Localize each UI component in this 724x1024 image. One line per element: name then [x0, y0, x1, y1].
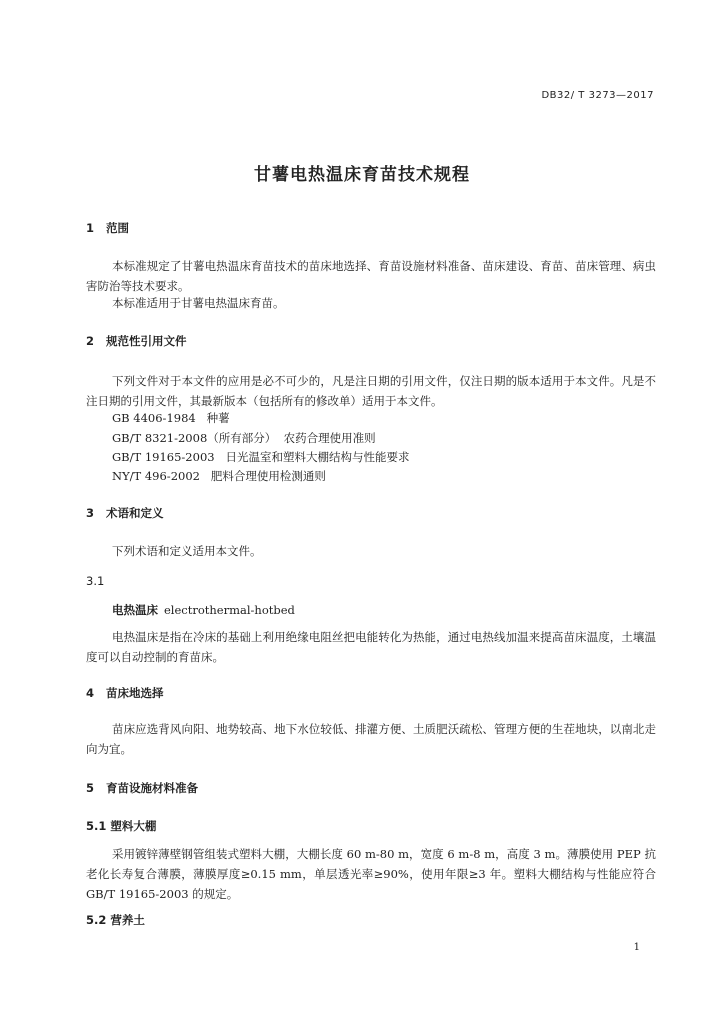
reference-item: GB 4406-1984 种薯	[112, 411, 230, 425]
subsection-5-1-heading	[86, 818, 156, 834]
reference-item: GB/T 19165-2003 日光温室和塑料大棚结构与性能要求	[112, 450, 410, 464]
subsection-3-1-number: 3.1	[86, 574, 105, 588]
document-id-header: DB32/ T 3273—2017	[541, 90, 654, 101]
section-title: 术语和定义	[106, 506, 164, 520]
section-number: 3	[86, 506, 95, 520]
section-4-heading	[86, 685, 164, 701]
section-number: 5.2	[86, 913, 107, 927]
section-number: 2	[86, 334, 95, 348]
section-number: 4	[86, 686, 95, 700]
section-5-heading	[86, 780, 198, 796]
section-1-heading	[86, 220, 129, 236]
normative-references-paragraph: 下列文件对于本文件的应用是必不可少的，凡是注日期的引用文件，仅注日期的版本适用于本文件。凡是不注日期的引用文件，其最新版本（包括所有的修改单）适用于本文件。	[86, 374, 656, 408]
term-english: electrothermal-hotbed	[164, 603, 295, 617]
section-title: 范围	[106, 221, 129, 235]
scope-paragraph: 本标准规定了甘薯电热温床育苗技术的苗床地选择、育苗设施材料准备、苗床建设、育苗、苗床管理、病虫害防治等技术要求。	[86, 259, 656, 293]
term-chinese: 电热温床	[112, 603, 158, 617]
section-number: 1	[86, 221, 95, 235]
section-3-heading	[86, 505, 164, 521]
section-title: 营养土	[110, 913, 145, 927]
reference-item: NY/T 496-2002 肥料合理使用检测通则	[112, 469, 326, 483]
page-number: 1	[633, 942, 640, 953]
plastic-greenhouse-paragraph: 采用镀锌薄壁钢管组装式塑料大棚，大棚长度 60 m-80 m，宽度 6 m-8 m，高度 3 m。薄膜使用 PEP 抗老化长寿复合薄膜，薄膜厚度≥0.15 mm，单层透光率≥90%，使用年限≥3 年。塑料大棚结构与性能应符合 GB/T 19165-2003 的规定。	[86, 847, 656, 901]
section-number: 5.1	[86, 819, 107, 833]
section-2-heading	[86, 333, 187, 349]
subsection-5-2-heading	[86, 912, 145, 928]
site-selection-paragraph: 苗床应选背风向阳、地势较高、地下水位较低、排灌方便、土质肥沃疏松、管理方便的生茬地块，以南北走向为宜。	[86, 722, 656, 756]
section-number: 5	[86, 781, 95, 795]
section-title: 育苗设施材料准备	[106, 781, 198, 795]
section-title: 塑料大棚	[110, 819, 157, 833]
document-title: 甘薯电热温床育苗技术规程	[254, 165, 470, 185]
scope-applicability-paragraph: 本标准适用于甘薯电热温床育苗。	[112, 296, 285, 310]
section-title: 规范性引用文件	[106, 334, 187, 348]
term-definition-paragraph: 电热温床是指在冷床的基础上利用绝缘电阻丝把电能转化为热能，通过电热线加温来提高苗床温度，土壤温度可以自动控制的育苗床。	[86, 630, 656, 664]
section-title: 苗床地选择	[106, 686, 164, 700]
terms-intro-paragraph: 下列术语和定义适用本文件。	[112, 544, 262, 558]
term-entry	[112, 602, 295, 618]
reference-item: GB/T 8321-2008（所有部分） 农药合理使用准则	[112, 431, 376, 445]
